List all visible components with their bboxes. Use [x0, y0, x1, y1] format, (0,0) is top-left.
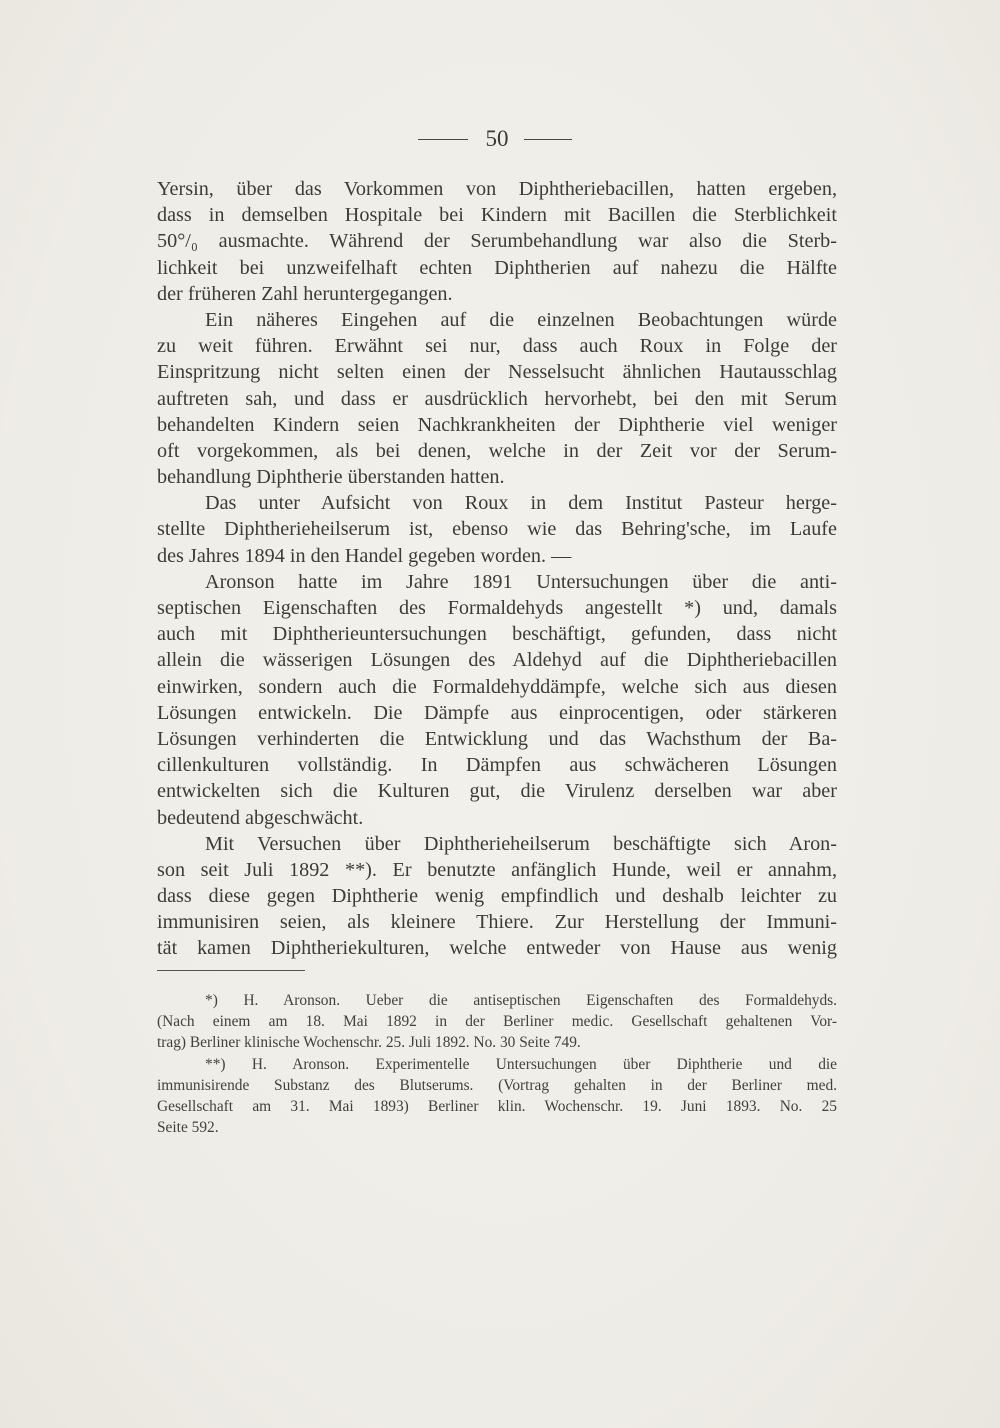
footnote-line: *) H. Aronson. Ueber die antiseptischen Eigenschaften des Formaldehyds.: [205, 992, 837, 1009]
header-dash-left: [418, 139, 468, 140]
body-line: dass in demselben Hospitale bei Kindern mit Bacillen die Sterblichkeit: [157, 204, 837, 227]
body-line: immunisiren seien, als kleinere Thiere. Zur Herstellung der Immuni-: [157, 911, 837, 934]
footnote-line: **) H. Aronson. Experimentelle Untersuchungen über Diphtherie und die: [205, 1055, 837, 1073]
footnote-separator: [157, 970, 305, 971]
body-line: bedeutend abgeschwächt.: [157, 806, 364, 829]
body-line: der früheren Zahl heruntergegangen.: [157, 282, 453, 305]
body-line: Yersin, über das Vorkommen von Diphtheriebacillen, hatten ergeben,: [157, 178, 837, 200]
body-line: septischen Eigenschaften des Formaldehyds angestellt *) und, damals: [157, 597, 837, 619]
body-line: auftreten sah, und dass er ausdrücklich hervorhebt, bei den mit Serum: [157, 387, 837, 410]
body-line: behandlung Diphtherie überstanden hatten.: [157, 466, 505, 489]
body-text: [157, 176, 837, 962]
body-line: Das unter Aufsicht von Roux in dem Institut Pasteur herge-: [205, 492, 837, 515]
body-line: Lösungen entwickeln. Die Dämpfe aus einprocentigen, oder stärkeren: [157, 701, 837, 724]
footnote-line: trag) Berliner klinische Wochenschr. 25. Juli 1892. No. 30 Seite 749.: [157, 1034, 581, 1052]
body-line: Einspritzung nicht selten einen der Nesselsucht ähnlichen Hautausschlag: [157, 361, 837, 384]
body-line: zu weit führen. Erwähnt sei nur, dass auch Roux in Folge der: [157, 335, 837, 358]
page-number: 50: [485, 126, 509, 151]
body-line: Lösungen verhinderten die Entwicklung und das Wachsthum der Ba-: [157, 727, 837, 750]
body-line: Mit Versuchen über Diphtherieheilserum beschäftigte sich Aron-: [205, 832, 837, 855]
body-line: Ein näheres Eingehen auf die einzelnen Beobachtungen würde: [205, 308, 837, 331]
body-line: cillenkulturen vollständig. In Dämpfen aus schwächeren Lösungen: [157, 754, 837, 777]
body-line: tät kamen Diphtheriekulturen, welche entweder von Hause aus wenig: [157, 937, 837, 960]
body-line: einwirken, sondern auch die Formaldehyddämpfe, welche sich aus diesen: [157, 675, 837, 698]
body-line: son seit Juli 1892 **). Er benutzte anfänglich Hunde, weil er annahm,: [157, 858, 837, 881]
body-line: entwickelten sich die Kulturen gut, die Virulenz derselben war aber: [157, 780, 837, 803]
footnote-line: immunisirende Substanz des Blutserums. (Vortrag gehalten in der Berliner med.: [157, 1076, 837, 1094]
body-line: dass diese gegen Diphtherie wenig empfindlich und deshalb leichter zu: [157, 885, 837, 908]
page-header: [0, 124, 1000, 154]
body-line: auch mit Diphtherieuntersuchungen beschäftigt, gefunden, dass nicht: [157, 623, 837, 646]
body-line: stellte Diphtherieheilserum ist, ebenso wie das Behring'sche, im Laufe: [157, 518, 837, 541]
header-dash-right: [524, 139, 572, 140]
footnotes: [157, 990, 837, 1138]
footnote-line: Seite 592.: [157, 1119, 219, 1137]
body-line: Aronson hatte im Jahre 1891 Untersuchungen über die anti-: [205, 570, 837, 593]
body-line: lichkeit bei unzweifelhaft echten Diphtherien auf nahezu die Hälfte: [157, 256, 837, 279]
body-line: des Jahres 1894 in den Handel gegeben worden. —: [157, 544, 572, 567]
footnote-line: Gesellschaft am 31. Mai 1893) Berliner klin. Wochenschr. 19. Juni 1893. No. 25: [157, 1097, 837, 1115]
body-line: allein die wässerigen Lösungen des Aldehyd auf die Diphtheriebacillen: [157, 649, 837, 672]
body-line: oft vorgekommen, als bei denen, welche in der Zeit vor der Serum-: [157, 439, 837, 462]
footnote-line: (Nach einem am 18. Mai 1892 in der Berliner medic. Gesellschaft gehaltenen Vor-: [157, 1013, 837, 1031]
body-line: behandelten Kindern seien Nachkrankheiten der Diphtherie viel weniger: [157, 413, 837, 436]
body-line: 50°/₀ ausmachte. Während der Serumbehandlung war also die Sterb-: [157, 230, 837, 253]
